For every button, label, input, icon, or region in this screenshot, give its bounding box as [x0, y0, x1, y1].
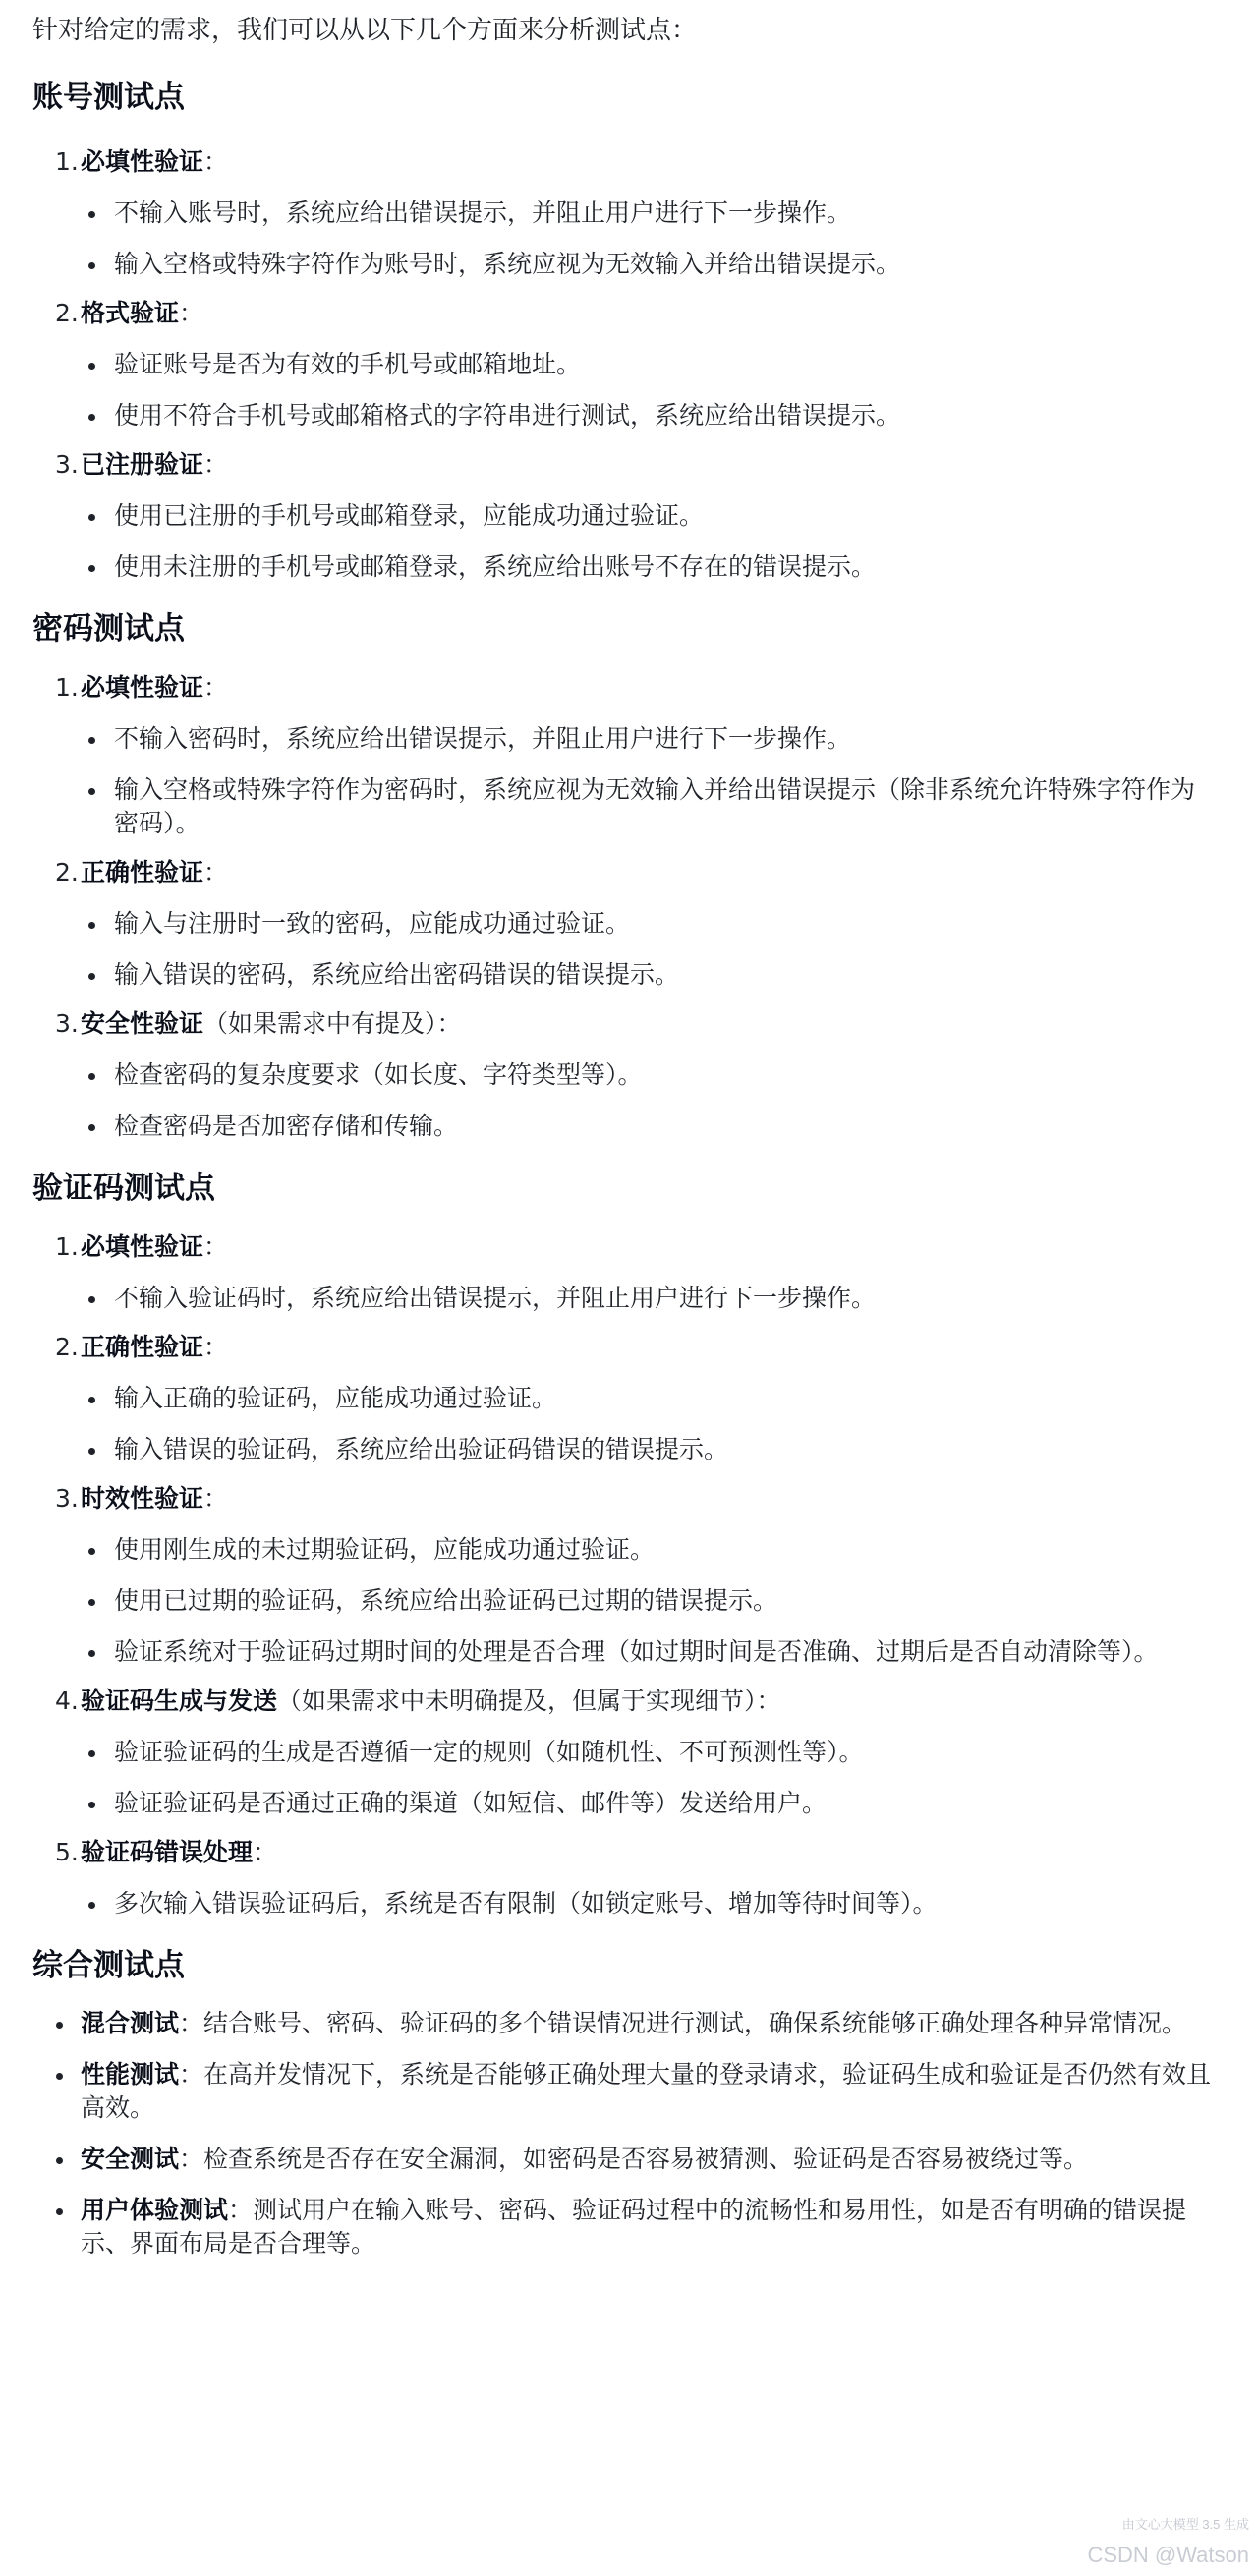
bullet-list	[32, 1059, 1222, 1143]
ordered-item: 1.必填性验证：	[55, 673, 229, 702]
intro-text: 针对给定的需求，我们可以从以下几个方面来分析测试点：	[32, 16, 698, 45]
section-heading-captcha: 验证码测试点	[32, 1171, 215, 1206]
ordered-item: 1.必填性验证：	[55, 1232, 229, 1261]
section-heading-summary: 综合测试点	[32, 1948, 185, 1983]
list-item: 验证验证码的生成是否遵循一定的规则（如随机性、不可预测性等）。	[32, 1736, 1222, 1769]
ordered-item: 4.验证码生成与发送（如果需求中未明确提及，但属于实现细节）：	[55, 1687, 781, 1715]
list-item: 使用不符合手机号或邮箱格式的字符串进行测试，系统应给出错误提示。	[32, 399, 1222, 432]
list-item: 安全测试：检查系统是否存在安全漏洞，如密码是否容易被猜测、验证码是否容易被绕过等。	[32, 2143, 1222, 2176]
list-item: 输入空格或特殊字符作为账号时，系统应视为无效输入并给出错误提示。	[32, 248, 1222, 281]
list-item: 混合测试：结合账号、密码、验证码的多个错误情况进行测试，确保系统能够正确处理各种异常情况。	[32, 2007, 1222, 2040]
list-item: 输入正确的验证码，应能成功通过验证。	[32, 1382, 1222, 1415]
list-item: 验证账号是否为有效的手机号或邮箱地址。	[32, 348, 1222, 381]
section-heading-password: 密码测试点	[32, 611, 185, 647]
bullet-list	[32, 1736, 1222, 1820]
bullet-list	[32, 197, 1222, 281]
list-item: 不输入账号时，系统应给出错误提示，并阻止用户进行下一步操作。	[32, 197, 1222, 230]
section-heading-account: 账号测试点	[32, 80, 185, 115]
list-item: 输入错误的验证码，系统应给出验证码错误的错误提示。	[32, 1433, 1222, 1466]
list-item: 检查密码是否加密存储和传输。	[32, 1110, 1222, 1143]
list-item: 使用已注册的手机号或邮箱登录，应能成功通过验证。	[32, 499, 1222, 533]
list-item: 验证验证码是否通过正确的渠道（如短信、邮件等）发送给用户。	[32, 1787, 1222, 1820]
list-item: 使用刚生成的未过期验证码，应能成功通过验证。	[32, 1533, 1222, 1567]
list-item: 性能测试：在高并发情况下，系统是否能够正确处理大量的登录请求，验证码生成和验证是否仍然有效且高效。	[32, 2058, 1222, 2125]
list-item: 不输入验证码时，系统应给出错误提示，并阻止用户进行下一步操作。	[32, 1282, 1222, 1315]
list-item: 验证系统对于验证码过期时间的处理是否合理（如过期时间是否准确、过期后是否自动清除等）。	[32, 1635, 1222, 1669]
list-item: 多次输入错误验证码后，系统是否有限制（如锁定账号、增加等待时间等）。	[32, 1887, 1222, 1920]
list-item: 用户体验测试：测试用户在输入账号、密码、验证码过程中的流畅性和易用性，如是否有明确的错误提示、界面布局是否合理等。	[32, 2194, 1222, 2261]
bullet-list	[32, 2007, 1222, 2261]
bullet-list	[32, 722, 1222, 840]
ordered-item: 1.必填性验证：	[55, 147, 229, 176]
list-item: 检查密码的复杂度要求（如长度、字符类型等）。	[32, 1059, 1222, 1092]
bullet-list	[32, 907, 1222, 992]
bullet-list	[32, 499, 1222, 584]
ordered-item: 2.正确性验证：	[55, 858, 229, 887]
list-item: 输入空格或特殊字符作为密码时，系统应视为无效输入并给出错误提示（除非系统允许特殊字符作为密码）。	[32, 773, 1222, 840]
ordered-item: 2.正确性验证：	[55, 1333, 229, 1361]
list-item: 使用未注册的手机号或邮箱登录，系统应给出账号不存在的错误提示。	[32, 550, 1222, 584]
list-item: 输入错误的密码，系统应给出密码错误的错误提示。	[32, 958, 1222, 992]
list-item: 使用已过期的验证码，系统应给出验证码已过期的错误提示。	[32, 1584, 1222, 1618]
list-item: 不输入密码时，系统应给出错误提示，并阻止用户进行下一步操作。	[32, 722, 1222, 756]
ordered-item: 3.安全性验证（如果需求中有提及）：	[55, 1009, 462, 1038]
ordered-item: 5.验证码错误处理：	[55, 1838, 278, 1866]
csdn-watermark: CSDN @Watson	[1087, 2543, 1249, 2567]
document	[32, 0, 1222, 2261]
ordered-item: 3.已注册验证：	[55, 450, 229, 479]
ordered-item: 2.格式验证：	[55, 299, 204, 327]
ordered-item: 3.时效性验证：	[55, 1484, 229, 1513]
bullet-list	[32, 1533, 1222, 1669]
bullet-list	[32, 1382, 1222, 1466]
ai-generated-watermark: 由文心大模型 3.5 生成	[1121, 2517, 1249, 2532]
list-item: 输入与注册时一致的密码，应能成功通过验证。	[32, 907, 1222, 941]
bullet-list	[32, 1282, 1222, 1315]
bullet-list	[32, 1887, 1222, 1920]
bullet-list	[32, 348, 1222, 432]
